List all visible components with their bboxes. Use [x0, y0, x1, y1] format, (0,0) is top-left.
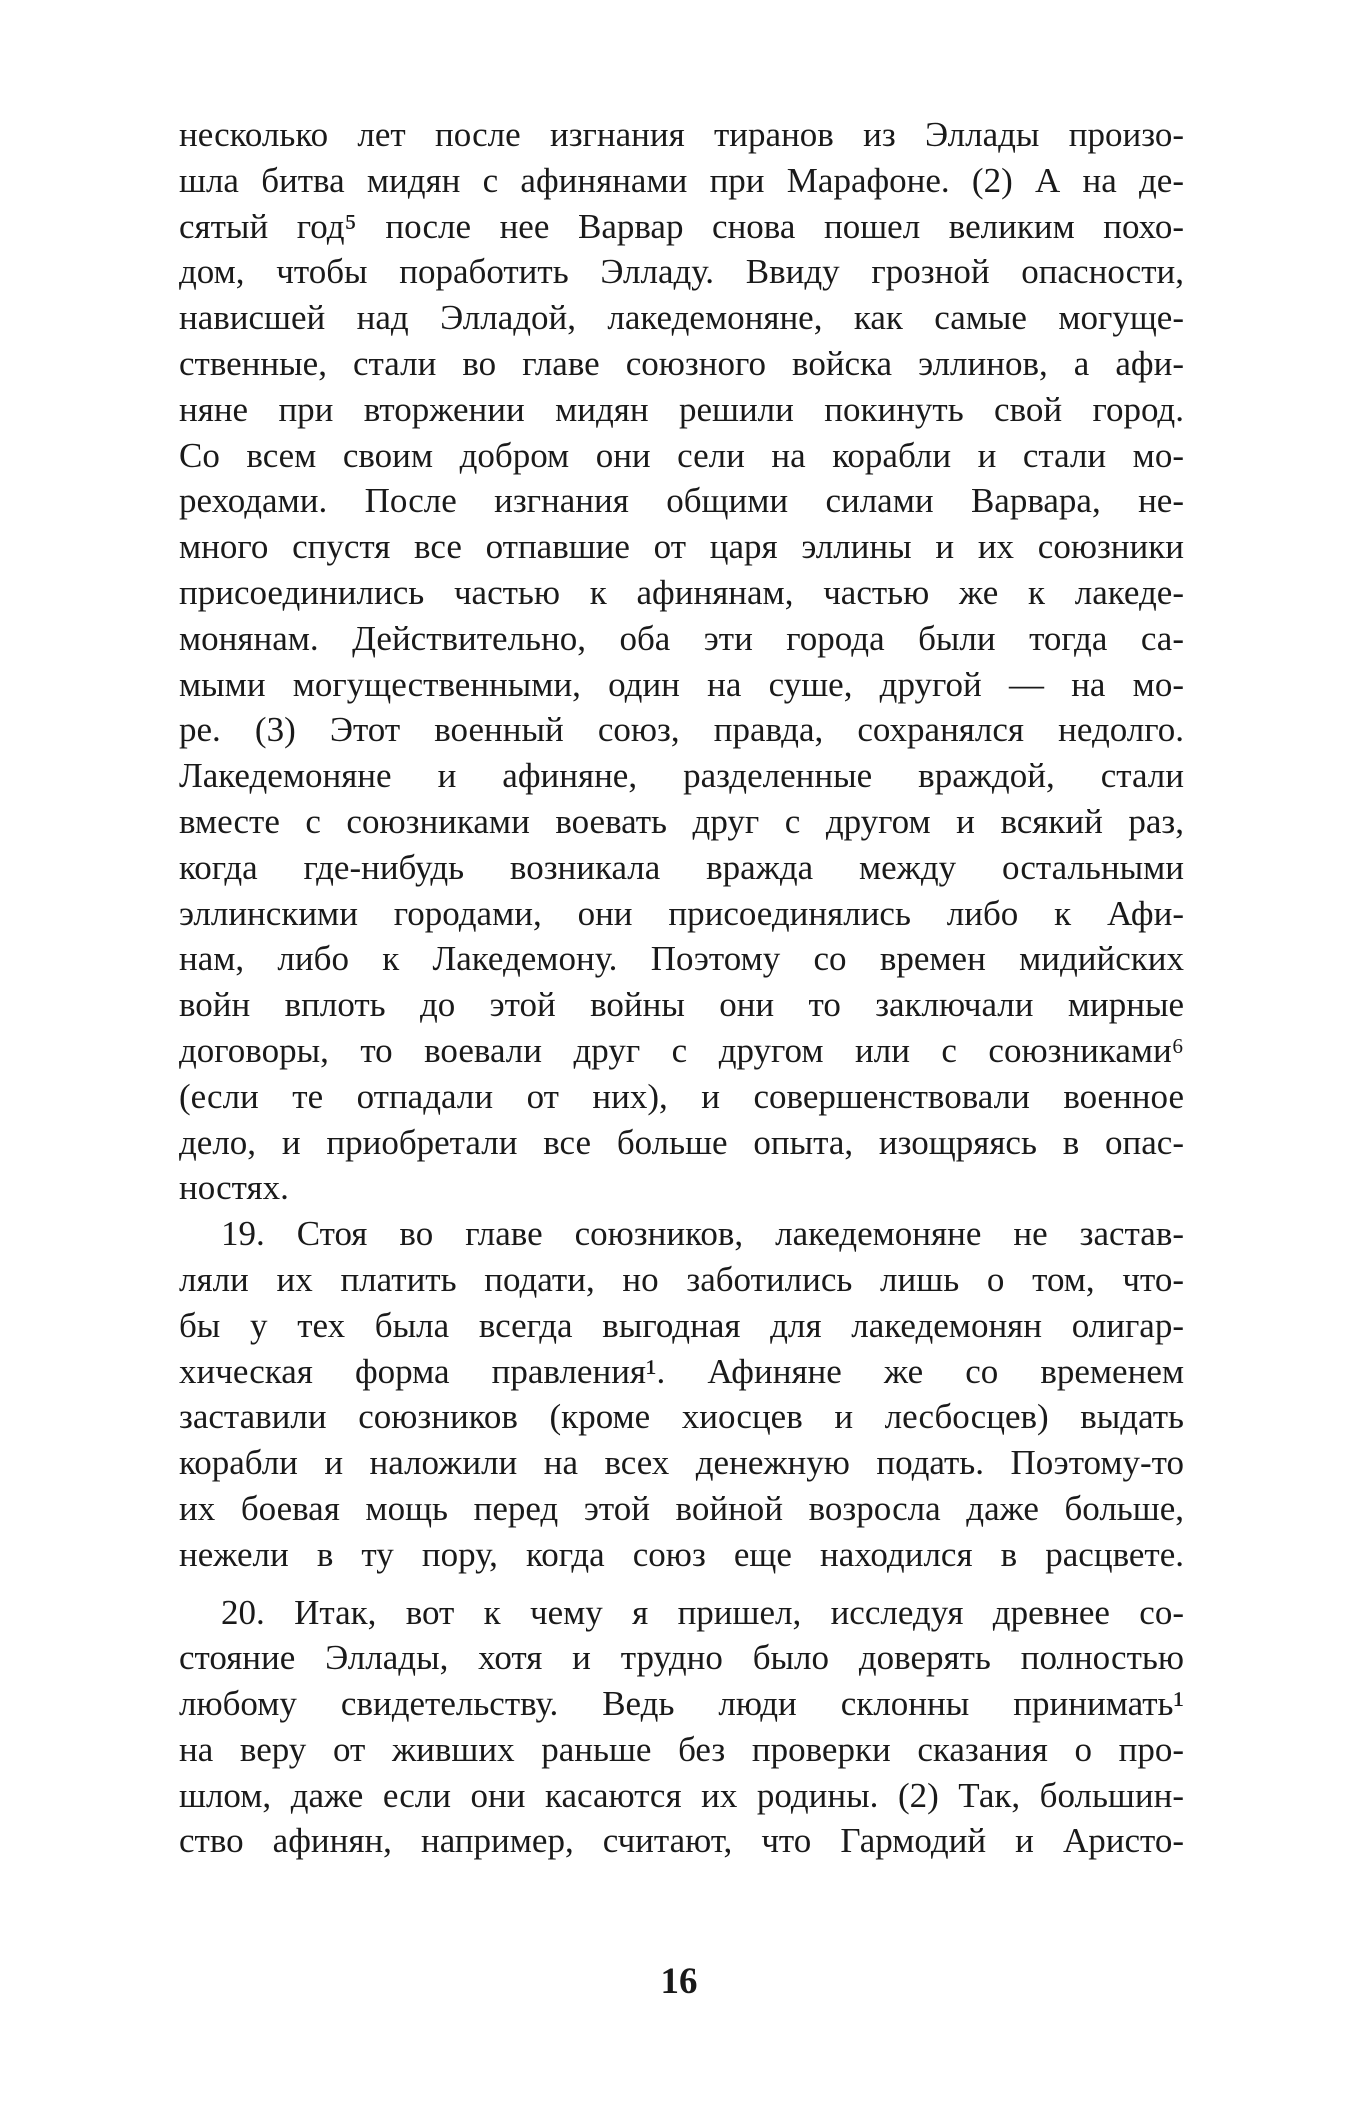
text-line: договоры, то воевали друг с другом или с союзниками⁶ [179, 1030, 1184, 1070]
paragraph-spacer [179, 1578, 1184, 1590]
text-line: шлом, даже если они касаются их родины. (2) Так, большин- [179, 1775, 1184, 1815]
text-line: шла битва мидян с афинянами при Марафоне. (2) А на де- [179, 160, 1184, 200]
text-line: Со всем своим добром они сели на корабли и стали мо- [179, 435, 1184, 475]
text-line: много спустя все отпавшие от царя эллины и их союзники [179, 527, 1184, 567]
text-line: стояние Эллады, хотя и трудно было доверять полностью [179, 1638, 1184, 1678]
text-line: реходами. После изгнания общими силами Варвара, не- [179, 481, 1184, 521]
text-line: нежели в ту пору, когда союз еще находился в расцвете. [179, 1534, 1184, 1574]
text-line: няне при вторжении мидян решили покинуть свой город. [179, 389, 1184, 429]
text-line: присоединились частью к афинянам, частью же к лакеде- [179, 572, 1184, 612]
text-line: Лакедемоняне и афиняне, разделенные враждой, стали [179, 756, 1184, 796]
text-line: заставили союзников (кроме хиосцев и лесбосцев) выдать [179, 1397, 1184, 1437]
page-number: 16 [660, 1961, 698, 2002]
text-line: сятый год⁵ после нее Варвар снова пошел великим похо- [179, 206, 1184, 246]
text-line: войн вплоть до этой войны они то заключали мирные [179, 985, 1184, 1025]
text-line: бы у тех была всегда выгодная для лакедемонян олигар- [179, 1305, 1184, 1345]
text-line: ностях. [179, 1168, 289, 1208]
text-line: ляли их платить подати, но заботились лишь о том, что- [179, 1259, 1184, 1299]
text-line: ственные, стали во главе союзного войска эллинов, а афи- [179, 343, 1184, 383]
page-body [179, 112, 1184, 1864]
paragraph-2 [179, 1211, 1184, 1577]
text-line: их боевая мощь перед этой войной возросла даже больше, [179, 1488, 1184, 1528]
text-line: вместе с союзниками воевать друг с другом и всякий раз, [179, 801, 1184, 841]
text-line: любому свидетельству. Ведь люди склонны принимать¹ [179, 1684, 1184, 1724]
text-line: монянам. Действительно, оба эти города были тогда са- [179, 618, 1184, 658]
text-line: дом, чтобы поработить Элладу. Ввиду грозной опасности, [179, 252, 1184, 292]
text-line: 20. Итак, вот к чему я пришел, исследуя древнее со- [221, 1592, 1184, 1632]
text-line: хическая форма правления¹. Афиняне же со временем [179, 1351, 1184, 1391]
text-line: эллинскими городами, они присоединялись либо к Афи- [179, 893, 1184, 933]
text-line: дело, и приобретали все больше опыта, изощряясь в опас- [179, 1122, 1184, 1162]
text-line: мыми могущественными, один на суше, другой — на мо- [179, 664, 1184, 704]
text-line: когда где-нибудь возникала вражда между остальными [179, 847, 1184, 887]
paragraph-3 [179, 1590, 1184, 1865]
text-line: нам, либо к Лакедемону. Поэтому со времен мидийских [179, 939, 1184, 979]
text-line: (если те отпадали от них), и совершенствовали военное [179, 1076, 1184, 1116]
text-line: нависшей над Элладой, лакедемоняне, как самые могуще- [179, 298, 1184, 338]
text-line: несколько лет после изгнания тиранов из Эллады произо- [179, 115, 1184, 154]
text-line: 19. Стоя во главе союзников, лакедемоняне не застав- [221, 1214, 1184, 1254]
text-line: корабли и наложили на всех денежную подать. Поэтому-то [179, 1443, 1184, 1483]
paragraph-1 [179, 112, 1184, 1211]
text-line: ство афинян, например, считают, что Гармодий и Аристо- [179, 1821, 1184, 1861]
text-line: на веру от живших раньше без проверки сказания о про- [179, 1729, 1184, 1769]
text-line: ре. (3) Этот военный союз, правда, сохранялся недолго. [179, 710, 1184, 750]
